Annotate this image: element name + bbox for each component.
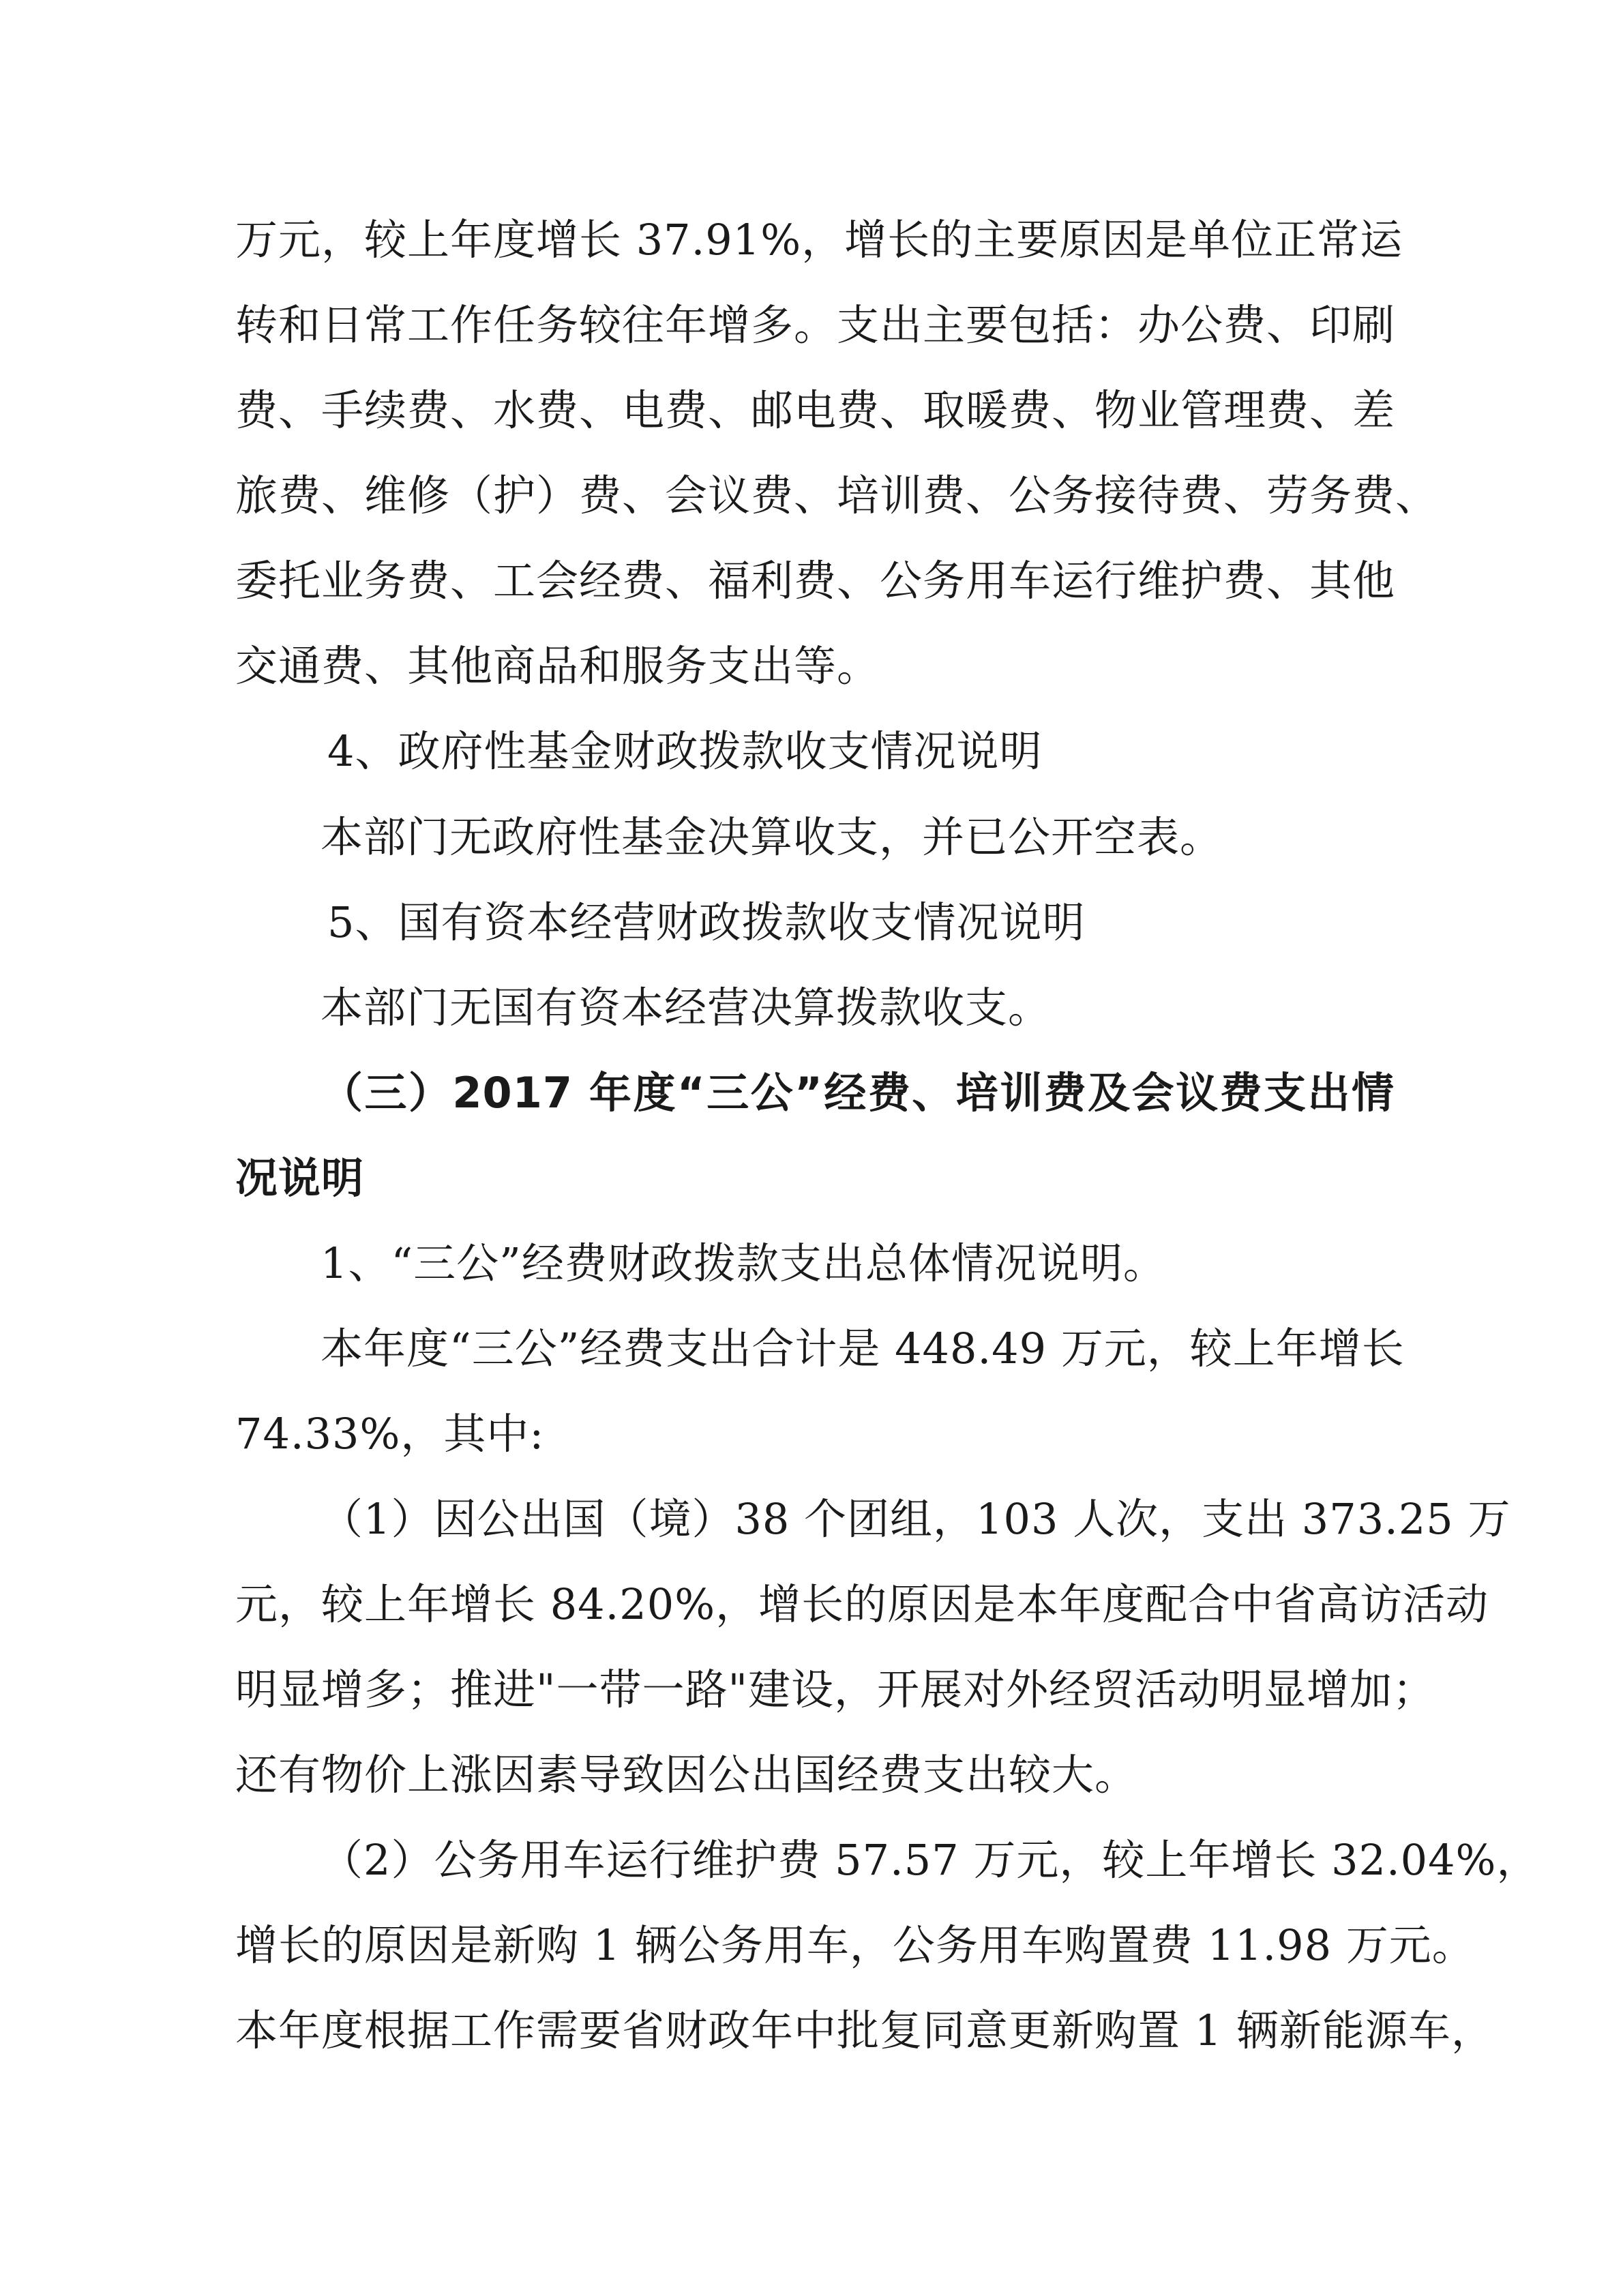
section-heading-cont: 况说明 <box>235 1153 365 1203</box>
text-line-4: 旅费、维修（护）费、会议费、培训费、公务接待费、劳务费、 <box>235 471 1439 520</box>
text-line-17: 元，较上年增长 84.20%，增长的原因是本年度配合中省高访活动 <box>235 1579 1489 1629</box>
text-line-5: 委托业务费、工会经费、福利费、公务用车运行维护费、其他 <box>235 556 1396 606</box>
text-line-16: （1）因公出国（境）38 个团组，103 人次，支出 373.25 万 <box>321 1494 1511 1544</box>
subheading-1: 1、“三公”经费财政拨款支出总体情况说明。 <box>321 1238 1166 1288</box>
text-line-2: 转和日常工作任务较往年增多。支出主要包括：办公费、印刷 <box>235 300 1396 350</box>
text-line-10: 本部门无国有资本经营决算拨款收支。 <box>321 983 1052 1032</box>
text-line-8: 本部门无政府性基金决算收支，并已公开空表。 <box>321 812 1223 862</box>
text-line-21: 增长的原因是新购 1 辆公务用车，公务用车购置费 11.98 万元。 <box>235 1920 1475 1970</box>
text-line-22: 本年度根据工作需要省财政年中批复同意更新购置 1 辆新能源车， <box>235 2006 1494 2055</box>
text-line-15: 74.33%，其中: <box>235 1409 545 1459</box>
text-line-19: 还有物价上涨因素导致因公出国经费支出较大。 <box>235 1750 1138 1800</box>
text-line-20: （2）公务用车运行维护费 57.57 万元，较上年增长 32.04%， <box>321 1835 1540 1885</box>
text-line-6: 交通费、其他商品和服务支出等。 <box>235 641 880 691</box>
text-line-3: 费、手续费、水费、电费、邮电费、取暖费、物业管理费、差 <box>235 385 1396 435</box>
section-heading: （三）2017 年度“三公”经费、培训费及会议费支出情 <box>321 1068 1395 1118</box>
text-line-1: 万元，较上年度增长 37.91%，增长的主要原因是单位正常运 <box>235 215 1403 265</box>
subheading-4: 4、政府性基金财政拨款收支情况说明 <box>327 726 1043 776</box>
subheading-5: 5、国有资本经营财政拨款收支情况说明 <box>327 897 1086 947</box>
text-line-14: 本年度“三公”经费支出合计是 448.49 万元，较上年增长 <box>321 1324 1405 1373</box>
text-line-18: 明显增多；推进"一带一路"建设，开展对外经贸活动明显增加； <box>235 1665 1436 1714</box>
